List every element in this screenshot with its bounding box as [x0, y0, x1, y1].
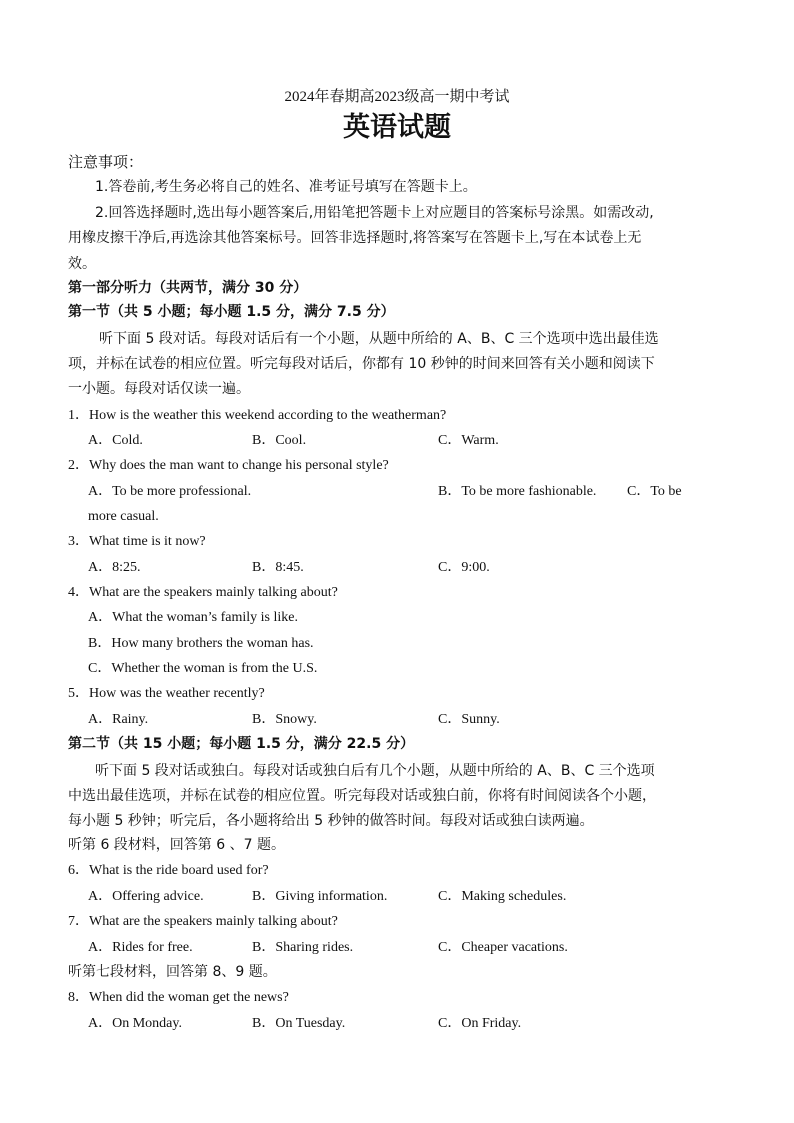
question-8-stem: 8．When did the woman get the news? — [68, 990, 289, 1005]
question-7-stem: 7．What are the speakers mainly talking about? — [68, 914, 338, 929]
notice-item-2-line-1: 2.回答选择题时,选出每小题答案后,用铅笔把答题卡上对应题目的答案标号涂黑。如需改动, — [95, 205, 654, 221]
question-8-option-a: A．On Monday. — [88, 1016, 182, 1031]
question-7-option-c: C．Cheaper vacations. — [438, 940, 568, 955]
question-1-option-c: C．Warm. — [438, 433, 499, 448]
question-8-option-c: C．On Friday. — [438, 1016, 522, 1031]
question-4-option-a: A．What the woman’s family is like. — [88, 610, 298, 625]
question-6-option-a: A．Offering advice. — [88, 889, 204, 904]
section1-instructions-line-1: 听下面 5 段对话。每段对话后有一个小题，从题中所给的 A、B、C 三个选项中选出最佳选 — [99, 331, 659, 347]
question-5-stem: 5．How was the weather recently? — [68, 686, 265, 701]
question-6-stem: 6．What is the ride board used for? — [68, 863, 269, 878]
material-6-label: 听第 6 段材料，回答第 6 、7 题。 — [68, 837, 285, 853]
notice-item-2-line-2: 用橡皮擦干净后,再选涂其他答案标号。回答非选择题时,将答案写在答题卡上,写在本试卷上无 — [68, 230, 642, 246]
question-4-option-b: B．How many brothers the woman has. — [88, 636, 314, 651]
question-5-option-b: B．Snowy. — [252, 712, 317, 727]
section2-instructions-line-2: 中选出最佳选项，并标在试卷的相应位置。听完每段对话或独白前，你将有时间阅读各个小题， — [68, 788, 656, 804]
part1-heading: 第一部分听力（共两节，满分 30 分） — [68, 280, 308, 296]
question-4-option-c: C．Whether the woman is from the U.S. — [88, 661, 318, 676]
question-2-option-b: B．To be more fashionable. — [438, 484, 597, 499]
question-5-option-c: C．Sunny. — [438, 712, 500, 727]
question-4-stem: 4．What are the speakers mainly talking about? — [68, 585, 338, 600]
question-2-option-c: C．To be — [627, 484, 682, 499]
question-1-option-a: A．Cold. — [88, 433, 143, 448]
notice-heading: 注意事项： — [68, 153, 144, 171]
question-6-option-b: B．Giving information. — [252, 889, 388, 904]
section2-instructions-line-3: 每小题 5 秒钟；听完后，各小题将给出 5 秒钟的做答时间。每段对话或独白读两遍。 — [68, 813, 594, 829]
section1-instructions-line-3: 一小题。每段对话仅读一遍。 — [68, 381, 250, 397]
section2-instructions-line-1: 听下面 5 段对话或独白。每段对话或独白后有几个小题，从题中所给的 A、B、C 三个选项 — [95, 763, 655, 779]
question-3-option-c: C．9:00. — [438, 560, 490, 575]
material-7-label: 听第七段材料，回答第 8、9 题。 — [68, 964, 277, 980]
section1-instructions-line-2: 项，并标在试卷的相应位置。听完每段对话后，你都有 10 秒钟的时间来回答有关小题和阅读下 — [68, 356, 655, 372]
section1-heading: 第一节（共 5 小题；每小题 1.5 分，满分 7.5 分） — [68, 304, 395, 320]
question-2-option-a: A．To be more professional. — [88, 484, 252, 499]
question-7-option-b: B．Sharing rides. — [252, 940, 354, 955]
question-3-option-b: B．8:45. — [252, 560, 304, 575]
section2-heading: 第二节（共 15 小题；每小题 1.5 分，满分 22.5 分） — [68, 736, 415, 752]
question-8-option-b: B．On Tuesday. — [252, 1016, 346, 1031]
question-2-stem: 2．Why does the man want to change his personal style? — [68, 458, 389, 473]
notice-item-1: 1.答卷前,考生务必将自己的姓名、准考证号填写在答题卡上。 — [95, 179, 477, 195]
question-5-option-a: A．Rainy. — [88, 712, 149, 727]
question-1-stem: 1．How is the weather this weekend according to the weatherman? — [68, 408, 447, 423]
question-3-stem: 3．What time is it now? — [68, 534, 206, 549]
question-3-option-a: A．8:25. — [88, 560, 141, 575]
exam-subtitle: 2024年春期高2023级高一期中考试 — [284, 89, 510, 105]
notice-item-2-line-3: 效。 — [68, 256, 96, 272]
question-2-option-c-continued: more casual. — [88, 509, 159, 524]
question-7-option-a: A．Rides for free. — [88, 940, 193, 955]
exam-title: 英语试题 — [343, 112, 451, 143]
question-1-option-b: B．Cool. — [252, 433, 307, 448]
question-6-option-c: C．Making schedules. — [438, 889, 567, 904]
